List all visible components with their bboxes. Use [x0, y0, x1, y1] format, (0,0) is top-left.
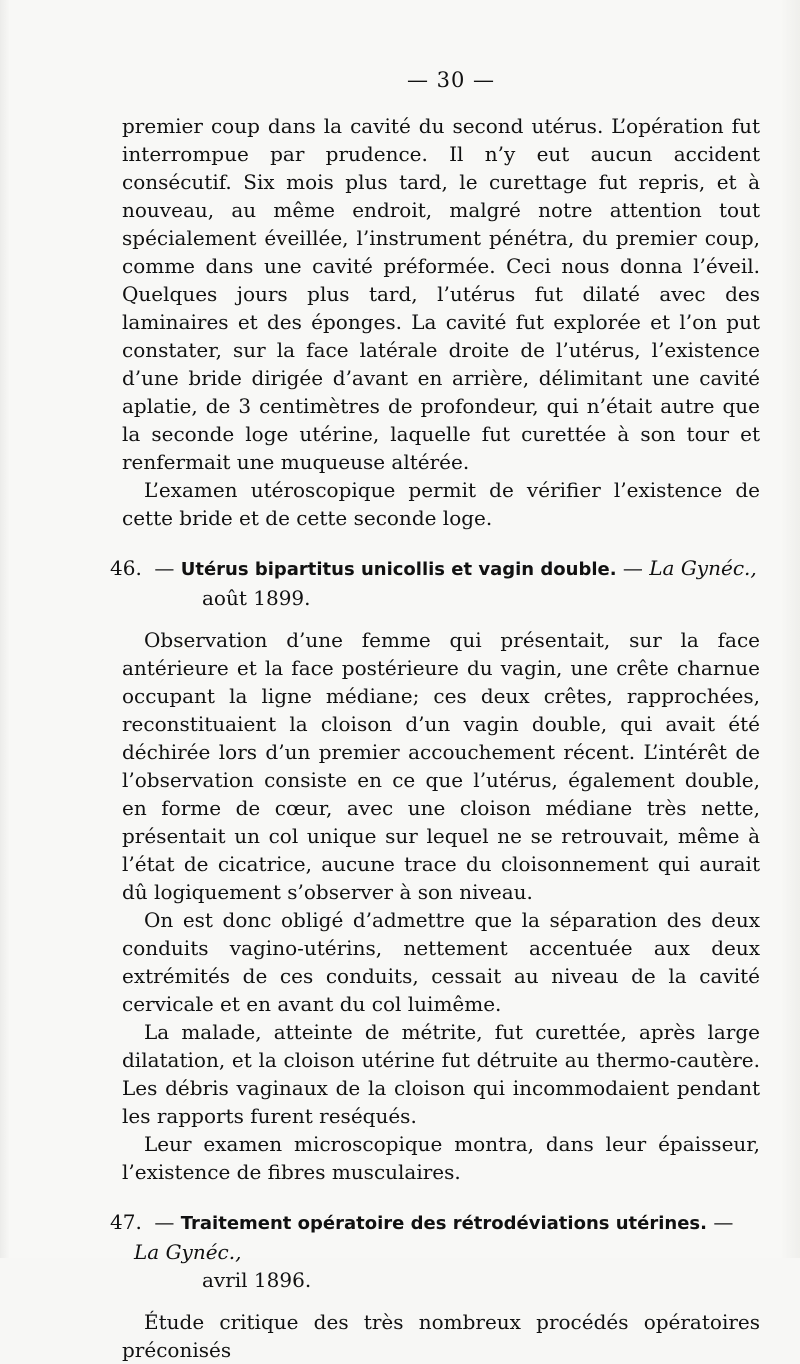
- paragraph: L’examen utéroscopique permit de vérifier l’existence de cette bride et de cette seconde loge.: [122, 478, 760, 530]
- entry-number: 47.: [110, 1210, 142, 1234]
- dash: —: [154, 556, 175, 580]
- paragraph: Étude critique des très nombreux procédés opératoires préconisés: [122, 1310, 760, 1362]
- entry-source: La Gynéc.,: [649, 556, 757, 580]
- paragraph: La malade, atteinte de métrite, fut curettée, après large dilatation, et la cloison utérine fut détruite au thermo-cautère. Les débris vaginaux de la cloison qui incommodaient pendant les rapports furent reséqués.: [122, 1020, 760, 1128]
- page-number: — 30 —: [406, 68, 496, 92]
- entry-source: La Gynéc.,: [134, 1240, 242, 1264]
- entry-heading-46: [110, 554, 760, 612]
- dash: —: [713, 1210, 734, 1234]
- dash: —: [154, 1210, 175, 1234]
- paragraph: On est donc obligé d’admettre que la séparation des deux conduits vagino-utérins, nettement accentuée aux deux extrémités de ces conduits, cessait au niveau de la cavité cervicale et en avant du col luimême.: [122, 908, 760, 1016]
- entry-date: avril 1896.: [202, 1268, 312, 1292]
- entry-number: 46.: [110, 556, 142, 580]
- entry-date: août 1899.: [202, 586, 311, 610]
- entry-title: Utérus bipartitus unicollis et vagin double.: [180, 559, 617, 580]
- paragraph: Observation d’une femme qui présentait, sur la face antérieure et la face postérieure du vagin, une crête charnue occupant la ligne médiane; ces deux crêtes, rapprochées, reconstituaient la cloison d’un vagin double, qui avait été déchirée lors d’un premier accouchement récent. L’intérêt de l’observation consiste en ce que l’utérus, également double, en forme de cœur, avec une cloison médiane très nette, présentait un col unique sur lequel ne se retrouvait, même à l’état de cicatrice, aucune trace du cloisonnement qui aurait dû logiquement s’observer à son niveau.: [122, 628, 760, 904]
- paragraph: Leur examen microscopique montra, dans leur épaisseur, l’existence de fibres musculaires.: [122, 1132, 760, 1184]
- paragraph: premier coup dans la cavité du second utérus. L’opération fut interrompue par prudence. Il n’y eut aucun accident consécutif. Six mois plus tard, le curettage fut repris, et à nouveau, au même endroit, malgré notre attention tout spécialement éveillée, l’instrument pénétra, du premier coup, comme dans une cavité préformée. Ceci nous donna l’éveil. Quelques jours plus tard, l’utérus fut dilaté avec des laminaires et des éponges. La cavité fut explorée et l’on put constater, sur la face latérale droite de l’utérus, l’existence d’une bride dirigée d’avant en arrière, délimitant une cavité aplatie, de 3 centimètres de profondeur, qui n’était autre que la seconde loge utérine, laquelle fut curettée à son tour et renfermait une muqueuse altérée.: [122, 114, 760, 474]
- entry-title: Traitement opératoire des rétrodéviations utérines.: [180, 1213, 707, 1234]
- dash: —: [622, 556, 643, 580]
- entry-heading-47: [110, 1208, 760, 1294]
